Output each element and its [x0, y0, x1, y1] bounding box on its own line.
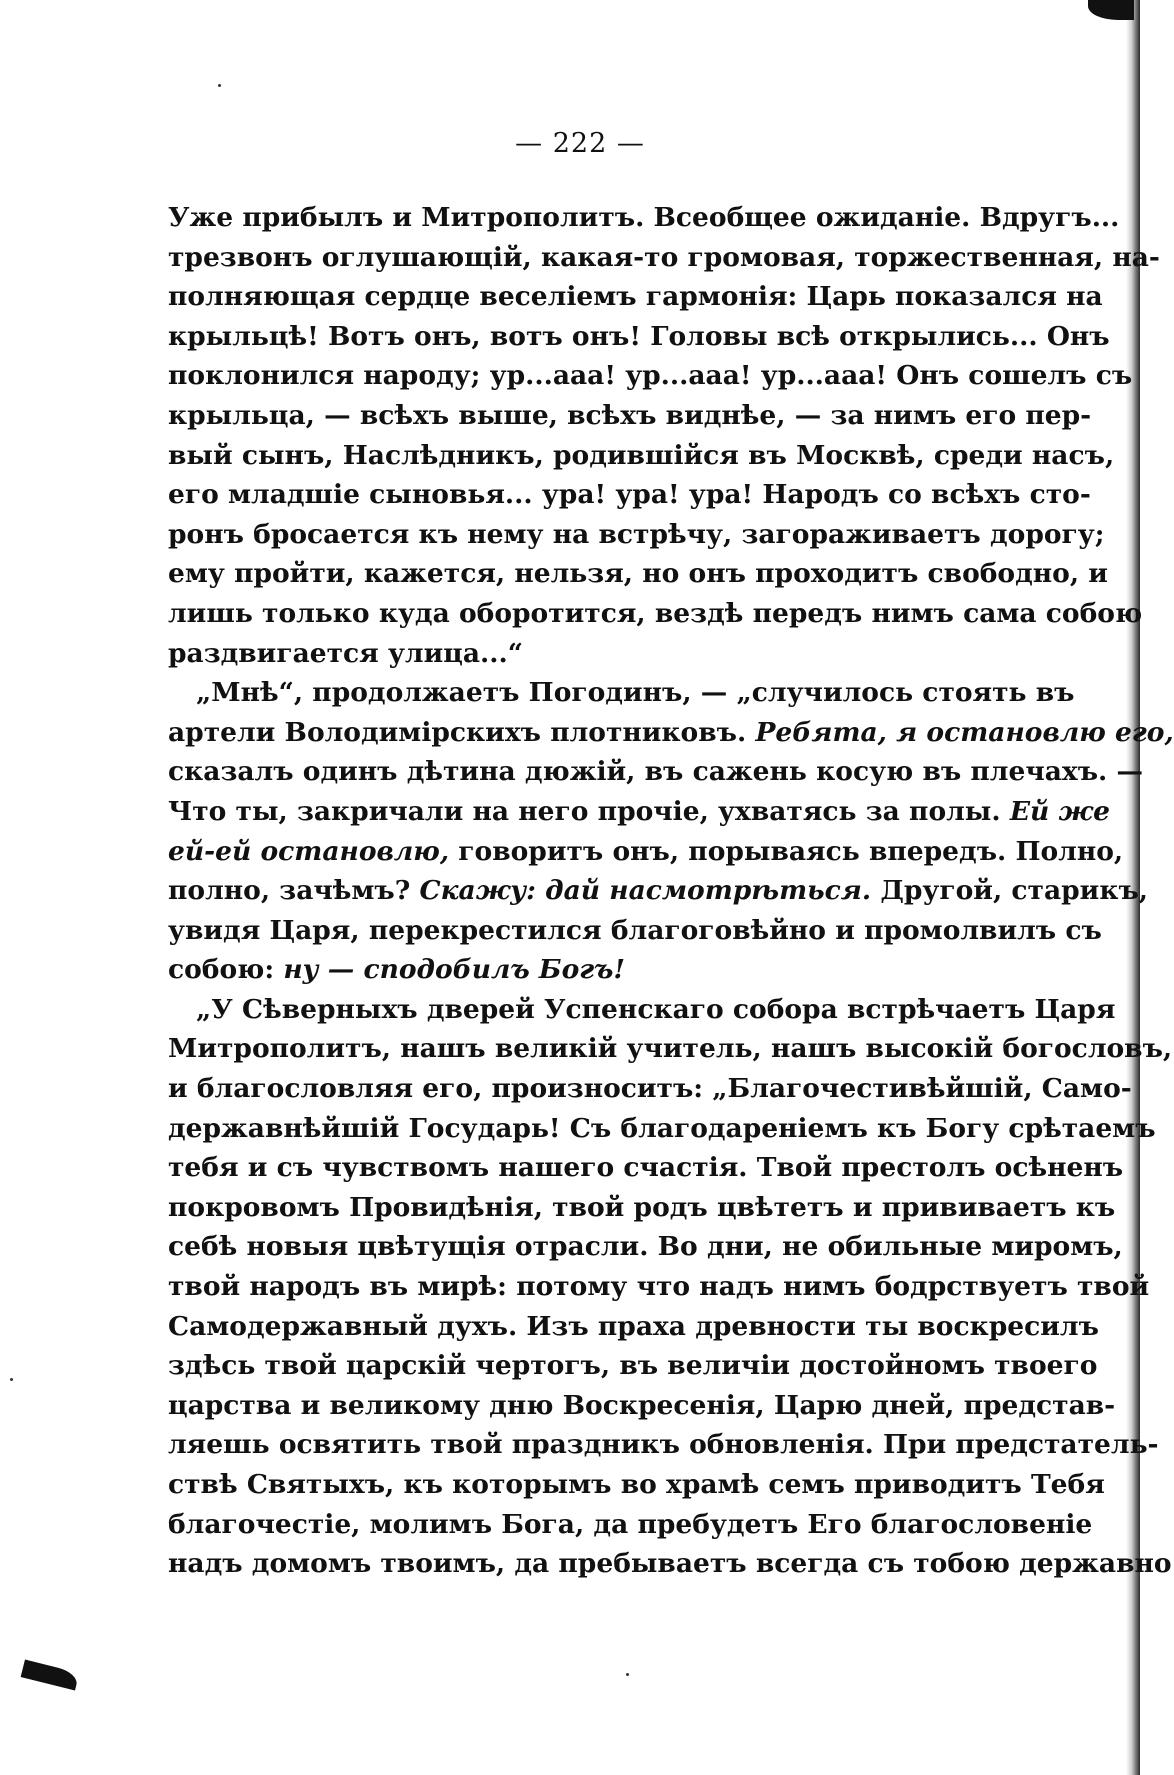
- text-line: [168, 1227, 1123, 1267]
- text-run: и благословляя его, произноситъ: „Благочестивѣйшій, Само-: [168, 1073, 1132, 1105]
- text-line: [168, 634, 998, 674]
- text-line: [168, 871, 1149, 911]
- text-line: [168, 911, 1102, 951]
- text-run: полняющая сердце веселіемъ гармонія: Царь показался на: [168, 281, 1103, 313]
- text-line: [168, 277, 1103, 317]
- text-line: [168, 752, 1144, 792]
- text-run: надъ домомъ твоимъ, да пребываетъ всегда съ тобою державно: [168, 1548, 1172, 1580]
- text-run: тебя и съ чувствомъ нашего счастія. Твой престолъ осѣненъ: [168, 1152, 1124, 1184]
- text-line: [168, 436, 1115, 476]
- ink-blot-bottom-left: [21, 1659, 80, 1690]
- text-line: [168, 1544, 1172, 1584]
- text-run: Митрополитъ, нашъ великій учитель, нашъ высокій богословъ,: [168, 1033, 1173, 1065]
- italic-text-run: Скажу: дай насмотрѣться.: [419, 875, 872, 907]
- text-run: Что ты, закричали на него прочіе, ухватясь за полы.: [168, 795, 1010, 827]
- text-run: ему пройти, кажется, нельзя, но онъ проходитъ свободно, и: [168, 558, 1108, 590]
- text-line: [168, 1148, 1124, 1188]
- italic-text-run: ей-ей остановлю,: [168, 835, 450, 867]
- text-run: себѣ новыя цвѣтущія отрасли. Во дни, не обильные миромъ,: [168, 1231, 1123, 1263]
- text-run: крыльца, — всѣхъ выше, всѣхъ виднѣе, — за нимъ его пер-: [168, 399, 1092, 431]
- text-line: [168, 1505, 1093, 1545]
- italic-text-run: Ребята, я остановлю его,: [755, 716, 1174, 748]
- text-run: артели Володимірскихъ плотниковъ.: [168, 716, 756, 748]
- text-line: [168, 1307, 1099, 1347]
- page-number: — 222 —: [515, 128, 645, 159]
- body-text: [168, 198, 1174, 1584]
- text-run: полно, зачѣмъ?: [168, 875, 420, 907]
- text-line: [168, 198, 1120, 238]
- text-line: [168, 554, 1108, 594]
- text-run: здѣсь твой царскій чертогъ, въ величіи достойномъ твоего: [168, 1350, 1098, 1382]
- text-run: ляешь освятить твой праздникъ обновленія. При предстатель-: [168, 1429, 1159, 1461]
- text-run: Другой, старикъ,: [871, 875, 1149, 907]
- text-run: увидя Царя, перекрестился благоговѣйно и промолвилъ съ: [168, 914, 1102, 946]
- text-run: поклонился народу; ур...ааа! ур...ааа! ур...ааа! Онъ сошелъ съ: [168, 360, 1133, 392]
- italic-text-run: ну — сподобилъ Богъ!: [283, 954, 626, 986]
- text-run: ствѣ Святыхъ, къ которымъ во храмѣ семъ приводитъ Тебя: [168, 1469, 1105, 1500]
- text-run: царства и великому дню Воскресенія, Царю дней, представ-: [168, 1389, 1116, 1421]
- paper-speck: [626, 1673, 629, 1676]
- text-line: [168, 950, 998, 990]
- text-run: раздвигается улица...“: [168, 637, 523, 669]
- text-run: трезвонъ оглушающій, какая-то громовая, торжественная, на-: [168, 241, 1160, 273]
- text-line: [168, 238, 1160, 278]
- text-line: [168, 792, 1110, 832]
- text-run: сказалъ одинъ дѣтина дюжій, въ сажень косую въ плечахъ. —: [168, 756, 1144, 788]
- text-run: ронъ бросается къ нему на встрѣчу, загораживаетъ дорогу;: [168, 518, 1105, 550]
- text-run: державнѣйшій Государь! Съ благодареніемъ къ Богу срѣтаемъ: [168, 1112, 1156, 1144]
- text-line: [168, 1188, 1116, 1228]
- text-run: говоритъ онъ, порываясь впередъ. Полно,: [449, 835, 1124, 867]
- text-line: [168, 1425, 1159, 1465]
- text-line: [168, 317, 1110, 357]
- paper-speck: [218, 84, 221, 87]
- text-line: [168, 594, 1143, 634]
- text-line: [168, 1465, 1105, 1505]
- text-line: [168, 713, 1174, 753]
- text-run: вый сынъ, Наслѣдникъ, родившійся въ Москвѣ, среди насъ,: [168, 439, 1115, 471]
- text-line: [168, 515, 1105, 555]
- text-line: [168, 832, 1124, 872]
- text-run: благочестіе, молимъ Бога, да пребудетъ Его благословеніе: [168, 1508, 1093, 1540]
- text-run: твой народъ въ мирѣ: потому что надъ нимъ бодрствуетъ твой: [168, 1271, 1150, 1303]
- text-line: [168, 990, 1116, 1030]
- text-line: [168, 673, 1075, 713]
- text-line: [168, 1267, 1150, 1307]
- text-run: „У Сѣверныхъ дверей Успенскаго собора встрѣчаетъ Царя: [196, 993, 1116, 1025]
- text-run: „Мнѣ“, продолжаетъ Погодинъ, — „случилось стоять въ: [196, 677, 1075, 709]
- ink-blot-top-right: [1088, 0, 1134, 20]
- text-line: [168, 1029, 1173, 1069]
- text-line: [168, 396, 1092, 436]
- text-line: [168, 1386, 1116, 1426]
- text-run: лишь только куда оборотится, вездѣ передъ нимъ сама собою: [168, 597, 1143, 629]
- text-line: [168, 1109, 1156, 1149]
- text-run: собою:: [168, 954, 284, 986]
- text-run: покровомъ Провидѣнія, твой родъ цвѣтетъ и прививаетъ къ: [168, 1191, 1116, 1223]
- text-run: Самодержавный духъ. Изъ праха древности ты воскресилъ: [168, 1310, 1099, 1342]
- text-run: Уже прибылъ и Митрополитъ. Всеобщее ожиданіе. Вдругъ...: [168, 202, 1120, 233]
- text-line: [168, 475, 1091, 515]
- text-line: [168, 1069, 1132, 1109]
- italic-text-run: Ей же: [1009, 795, 1110, 827]
- text-run: его младшіе сыновья... ура! ура! ура! Народъ со всѣхъ сто-: [168, 479, 1091, 511]
- text-line: [168, 356, 1133, 396]
- text-line: [168, 1346, 1098, 1386]
- text-run: крыльцѣ! Вотъ онъ, вотъ онъ! Головы всѣ открылись... Онъ: [168, 320, 1110, 352]
- paper-speck: [10, 1378, 13, 1381]
